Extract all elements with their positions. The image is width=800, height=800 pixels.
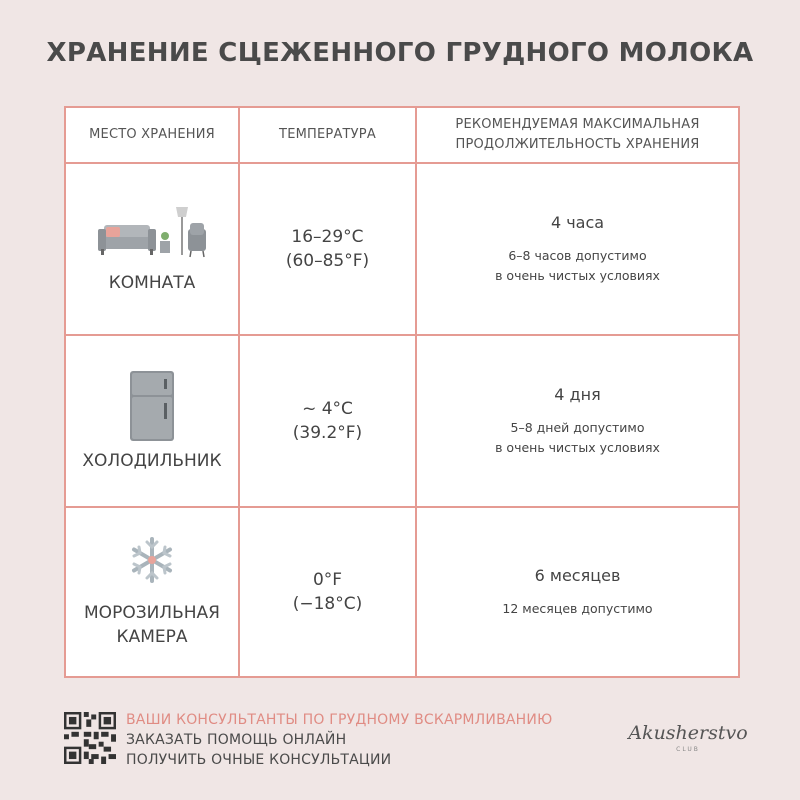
place-label: КОМНАТА — [108, 273, 196, 293]
place-label: ХОЛОДИЛЬНИК — [82, 451, 222, 471]
temperature-cell — [240, 336, 415, 506]
place-label-line1: МОРОЗИЛЬНАЯ — [84, 603, 220, 623]
temperature-fahrenheit: (60–85°F) — [285, 251, 370, 271]
duration-main: 6 месяцев — [534, 565, 621, 585]
temperature-celsius: (−18°C) — [292, 594, 363, 614]
footer-consultants-link[interactable]: ВАШИ КОНСУЛЬТАНТЫ ПО ГРУДНОМУ ВСКАРМЛИВАНИЮ — [126, 712, 553, 728]
qr-code-icon[interactable] — [64, 712, 116, 764]
header-duration-line2: ПРОДОЛЖИТЕЛЬНОСТЬ ХРАНЕНИЯ — [455, 137, 700, 152]
header-place: МЕСТО ХРАНЕНИЯ — [89, 127, 215, 142]
duration-note: 6–8 часов допустимо — [508, 247, 647, 263]
temperature-fahrenheit: (39.2°F) — [292, 423, 363, 443]
duration-note: в очень чистых условиях — [495, 439, 660, 455]
temperature-cell — [240, 508, 415, 676]
sofa-room-icon — [96, 203, 208, 265]
place-cell-fridge — [66, 336, 238, 506]
temperature-celsius: 16–29°C — [291, 227, 364, 247]
page-title: ХРАНЕНИЕ СЦЕЖЕННОГО ГРУДНОГО МОЛОКА — [46, 38, 754, 68]
duration-note: 12 месяцев допустимо — [502, 600, 653, 616]
footer-in-person-link[interactable]: ПОЛУЧИТЬ ОЧНЫЕ КОНСУЛЬТАЦИИ — [126, 752, 392, 768]
brand-logo — [628, 722, 748, 753]
place-label — [84, 601, 220, 649]
fridge-icon — [128, 369, 176, 443]
duration-main: 4 дня — [554, 384, 601, 404]
header-duration-line1: РЕКОМЕНДУЕМАЯ МАКСИМАЛЬНАЯ — [455, 117, 700, 132]
place-cell-room — [66, 164, 238, 334]
storage-table — [64, 106, 740, 678]
logo-text: Akusherstvo — [628, 722, 748, 744]
logo-subtitle: CLUB — [676, 746, 700, 753]
duration-cell — [417, 336, 738, 506]
snowflake-icon — [127, 535, 177, 585]
header-duration — [417, 108, 738, 162]
duration-cell — [417, 164, 738, 334]
place-cell-freezer — [66, 508, 238, 676]
footer-links — [126, 710, 552, 770]
temperature-cell — [240, 164, 415, 334]
duration-main: 4 часа — [550, 212, 605, 232]
duration-cell — [417, 508, 738, 676]
temperature-celsius: ~ 4°C — [302, 399, 353, 419]
header-temperature: ТЕМПЕРАТУРА — [279, 127, 376, 142]
place-label-line2: КАМЕРА — [116, 627, 188, 647]
footer-online-help-link[interactable]: ЗАКАЗАТЬ ПОМОЩЬ ОНЛАЙН — [126, 732, 347, 748]
duration-note: в очень чистых условиях — [495, 267, 660, 283]
temperature-fahrenheit: 0°F — [312, 570, 343, 590]
duration-note: 5–8 дней допустимо — [510, 419, 645, 435]
